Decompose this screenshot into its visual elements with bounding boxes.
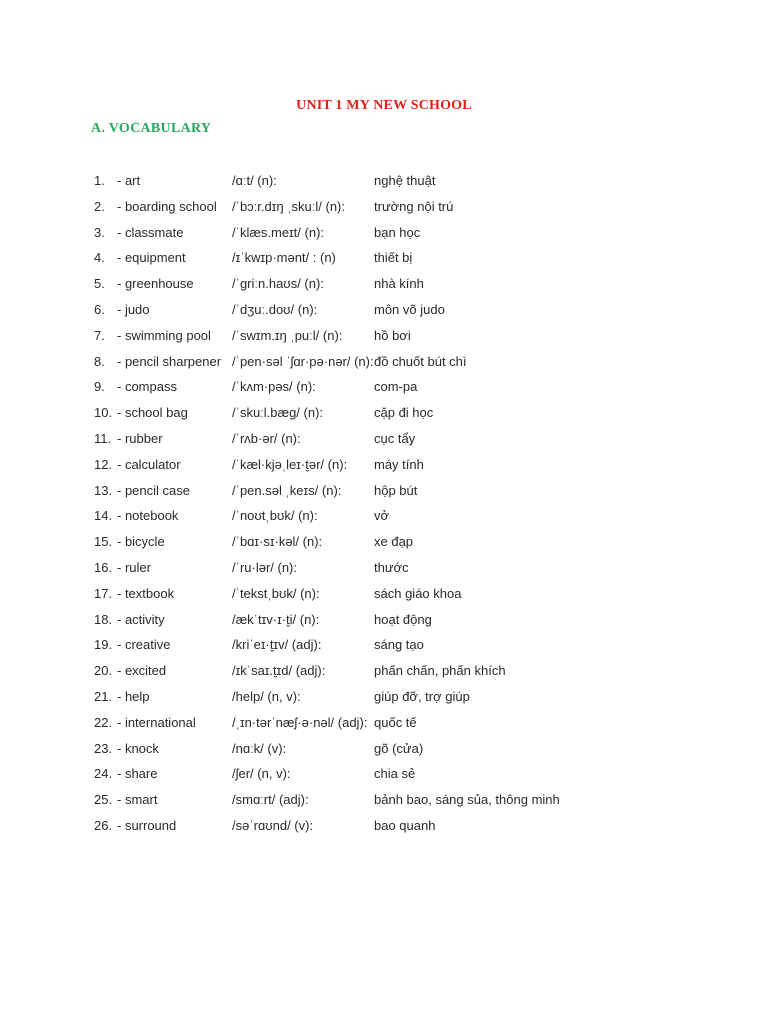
vocab-meaning: hồ bơi [374, 327, 411, 343]
vocab-pronunciation: /ˈklæs.meɪt/ (n): [232, 224, 325, 240]
vocab-word: - international [117, 714, 196, 730]
vocab-word: - ruler [117, 559, 151, 575]
vocab-number: 13. [94, 482, 113, 498]
vocab-number: 24. [94, 766, 113, 782]
vocab-pronunciation: /ˈrʌb·ər/ (n): [232, 430, 301, 446]
page-title: UNIT 1 MY NEW SCHOOL [296, 98, 472, 113]
vocab-row [0, 452, 768, 478]
vocab-meaning: thước [374, 559, 409, 575]
vocab-row [0, 168, 768, 194]
vocab-number: 9. [94, 379, 105, 395]
vocab-row [0, 426, 768, 452]
vocab-row [0, 684, 768, 710]
vocab-number: 22. [94, 714, 113, 730]
vocab-pronunciation: /smɑːrt/ (adj): [232, 792, 309, 808]
vocab-word: - art [117, 173, 141, 188]
vocab-pronunciation: /ˈɡriːn.haʊs/ (n): [232, 276, 324, 292]
vocab-word: - pencil case [117, 482, 190, 498]
vocab-word: - activity [117, 611, 165, 627]
vocab-word: - compass [117, 379, 177, 395]
vocab-word: - rubber [117, 430, 163, 446]
vocab-pronunciation: /ˈkʌm·pəs/ (n): [232, 379, 316, 395]
vocab-number: 4. [94, 250, 105, 266]
vocab-pronunciation: /ˈdʒuː.doʊ/ (n): [232, 301, 318, 317]
vocab-word: - knock [117, 740, 159, 756]
vocab-row [0, 581, 768, 607]
vocab-pronunciation: /ˈtekstˌbʊk/ (n): [232, 585, 320, 601]
vocab-number: 12. [94, 456, 113, 472]
vocab-number: 16. [94, 559, 113, 575]
vocab-meaning: nghệ thuật [374, 173, 436, 188]
vocab-word: - classmate [117, 224, 184, 240]
vocab-meaning: hộp bút [374, 482, 418, 498]
vocab-row [0, 271, 768, 297]
vocab-row [0, 297, 768, 323]
vocab-pronunciation: /ˈswɪm.ɪŋ ˌpuːl/ (n): [232, 327, 343, 343]
vocab-number: 10. [94, 405, 113, 421]
section-heading: A. VOCABULARY [91, 121, 212, 136]
vocab-row [0, 245, 768, 271]
vocab-word: - boarding school [117, 198, 217, 214]
vocab-row [0, 710, 768, 736]
vocab-pronunciation: /kriˈeɪ·t̬ɪv/ (adj): [232, 637, 322, 653]
vocab-pronunciation: /ɪˈkwɪp·mənt/ : (n) [232, 250, 336, 266]
vocab-number: 21. [94, 688, 113, 704]
vocab-row [0, 787, 768, 813]
vocab-meaning: máy tính [374, 456, 424, 472]
vocab-number: 8. [94, 353, 105, 369]
vocab-row [0, 220, 768, 246]
vocab-meaning: quốc tế [374, 714, 417, 730]
vocab-number: 1. [94, 173, 105, 188]
vocab-row [0, 529, 768, 555]
vocab-pronunciation: /ˈskuːl.bæɡ/ (n): [232, 405, 324, 421]
vocab-word: - school bag [117, 405, 188, 421]
vocab-pronunciation: /ʃer/ (n, v): [232, 766, 291, 782]
vocab-row [0, 813, 768, 839]
vocab-number: 5. [94, 276, 105, 292]
vocab-meaning: giúp đỡ, trợ giúp [374, 688, 470, 704]
vocab-word: - judo [117, 301, 150, 317]
vocab-word: - greenhouse [117, 276, 194, 292]
vocab-pronunciation: /ɑːt/ (n): [232, 173, 277, 188]
vocab-word: - pencil sharpener [117, 353, 222, 369]
vocab-number: 2. [94, 198, 105, 214]
vocab-row [0, 323, 768, 349]
vocab-word: - surround [117, 817, 177, 833]
vocab-pronunciation: /ækˈtɪv·ɪ·t̬i/ (n): [232, 611, 320, 627]
vocab-meaning: thiết bị [374, 250, 413, 266]
vocab-word: - share [117, 766, 158, 782]
vocab-meaning: đồ chuốt bút chì [374, 353, 467, 369]
vocab-meaning: com-pa [374, 379, 418, 395]
vocab-number: 19. [94, 637, 113, 653]
vocab-word: - excited [117, 663, 167, 679]
vocab-word: - textbook [117, 585, 175, 601]
vocab-word: - creative [117, 637, 171, 653]
vocab-row [0, 349, 768, 375]
vocab-row [0, 478, 768, 504]
vocab-word: - calculator [117, 456, 181, 472]
vocab-number: 6. [94, 301, 105, 317]
vocab-number: 11. [94, 430, 112, 446]
vocab-word: - swimming pool [117, 327, 211, 343]
vocab-meaning: môn võ judo [374, 301, 445, 317]
vocab-pronunciation: /help/ (n, v): [232, 688, 301, 704]
vocab-pronunciation: /səˈrɑʊnd/ (v): [232, 817, 314, 833]
vocab-word: - bicycle [117, 534, 165, 550]
vocab-meaning: sáng tạo [374, 637, 424, 653]
vocabulary-list [0, 168, 768, 839]
vocab-meaning: sách giáo khoa [374, 585, 462, 601]
vocab-meaning: bảnh bao, sáng sủa, thông minh [374, 792, 560, 808]
vocab-word: - smart [117, 792, 158, 808]
vocab-meaning: cặp đi học [374, 405, 434, 421]
vocab-row [0, 761, 768, 787]
vocab-word: - equipment [117, 250, 186, 266]
vocab-row [0, 736, 768, 762]
vocab-pronunciation: /ɪkˈsaɪ.t̬ɪd/ (adj): [232, 663, 326, 679]
vocab-meaning: xe đạp [374, 534, 414, 550]
vocab-pronunciation: /ˈbɔːr.dɪŋ ˌskuːl/ (n): [232, 198, 345, 214]
vocab-meaning: chia sẻ [374, 766, 416, 782]
vocab-row [0, 555, 768, 581]
vocab-number: 20. [94, 663, 113, 679]
vocab-meaning: bao quanh [374, 817, 436, 833]
vocab-meaning: nhà kính [374, 276, 424, 292]
vocab-pronunciation: /ˈpen.səl ˌkeɪs/ (n): [232, 482, 342, 498]
vocab-number: 25. [94, 792, 113, 808]
vocab-number: 18. [94, 611, 113, 627]
vocab-meaning: vở [374, 508, 390, 524]
vocab-row [0, 374, 768, 400]
vocab-pronunciation: /ˈbɑɪ·sɪ·kəl/ (n): [232, 534, 323, 550]
vocab-pronunciation: /ˈru·lər/ (n): [232, 559, 297, 575]
vocab-row [0, 632, 768, 658]
vocab-row [0, 503, 768, 529]
vocab-number: 3. [94, 224, 105, 240]
vocab-number: 26. [94, 817, 113, 833]
vocab-pronunciation: /nɑːk/ (v): [232, 740, 287, 756]
vocab-row [0, 607, 768, 633]
vocab-pronunciation: /ˌɪn·tərˈnæʃ·ə·nəl/ (adj): [232, 714, 368, 730]
vocab-number: 14. [94, 508, 113, 524]
vocab-pronunciation: /ˈkæl·kjəˌleɪ·t̬ər/ (n): [232, 456, 348, 472]
vocab-row [0, 400, 768, 426]
vocab-meaning: hoạt động [374, 611, 432, 627]
vocab-number: 23. [94, 740, 113, 756]
vocab-meaning: cục tẩy [374, 430, 416, 446]
vocab-number: 7. [94, 327, 105, 343]
vocab-number: 17. [94, 585, 113, 601]
vocab-word: - help [117, 688, 150, 704]
vocab-row [0, 658, 768, 684]
vocab-meaning: bạn học [374, 224, 421, 240]
vocab-meaning: trường nội trú [374, 198, 454, 214]
vocab-word: - notebook [117, 508, 179, 524]
vocab-pronunciation: /ˈnoʊtˌbʊk/ (n): [232, 508, 318, 524]
vocab-pronunciation: /ˈpen·səl ˈʃɑr·pə·nər/ (n): [232, 353, 374, 369]
vocab-meaning: phấn chấn, phấn khích [374, 663, 506, 679]
vocab-meaning: gõ (cửa) [374, 740, 424, 756]
vocab-number: 15. [94, 534, 113, 550]
vocab-row [0, 194, 768, 220]
